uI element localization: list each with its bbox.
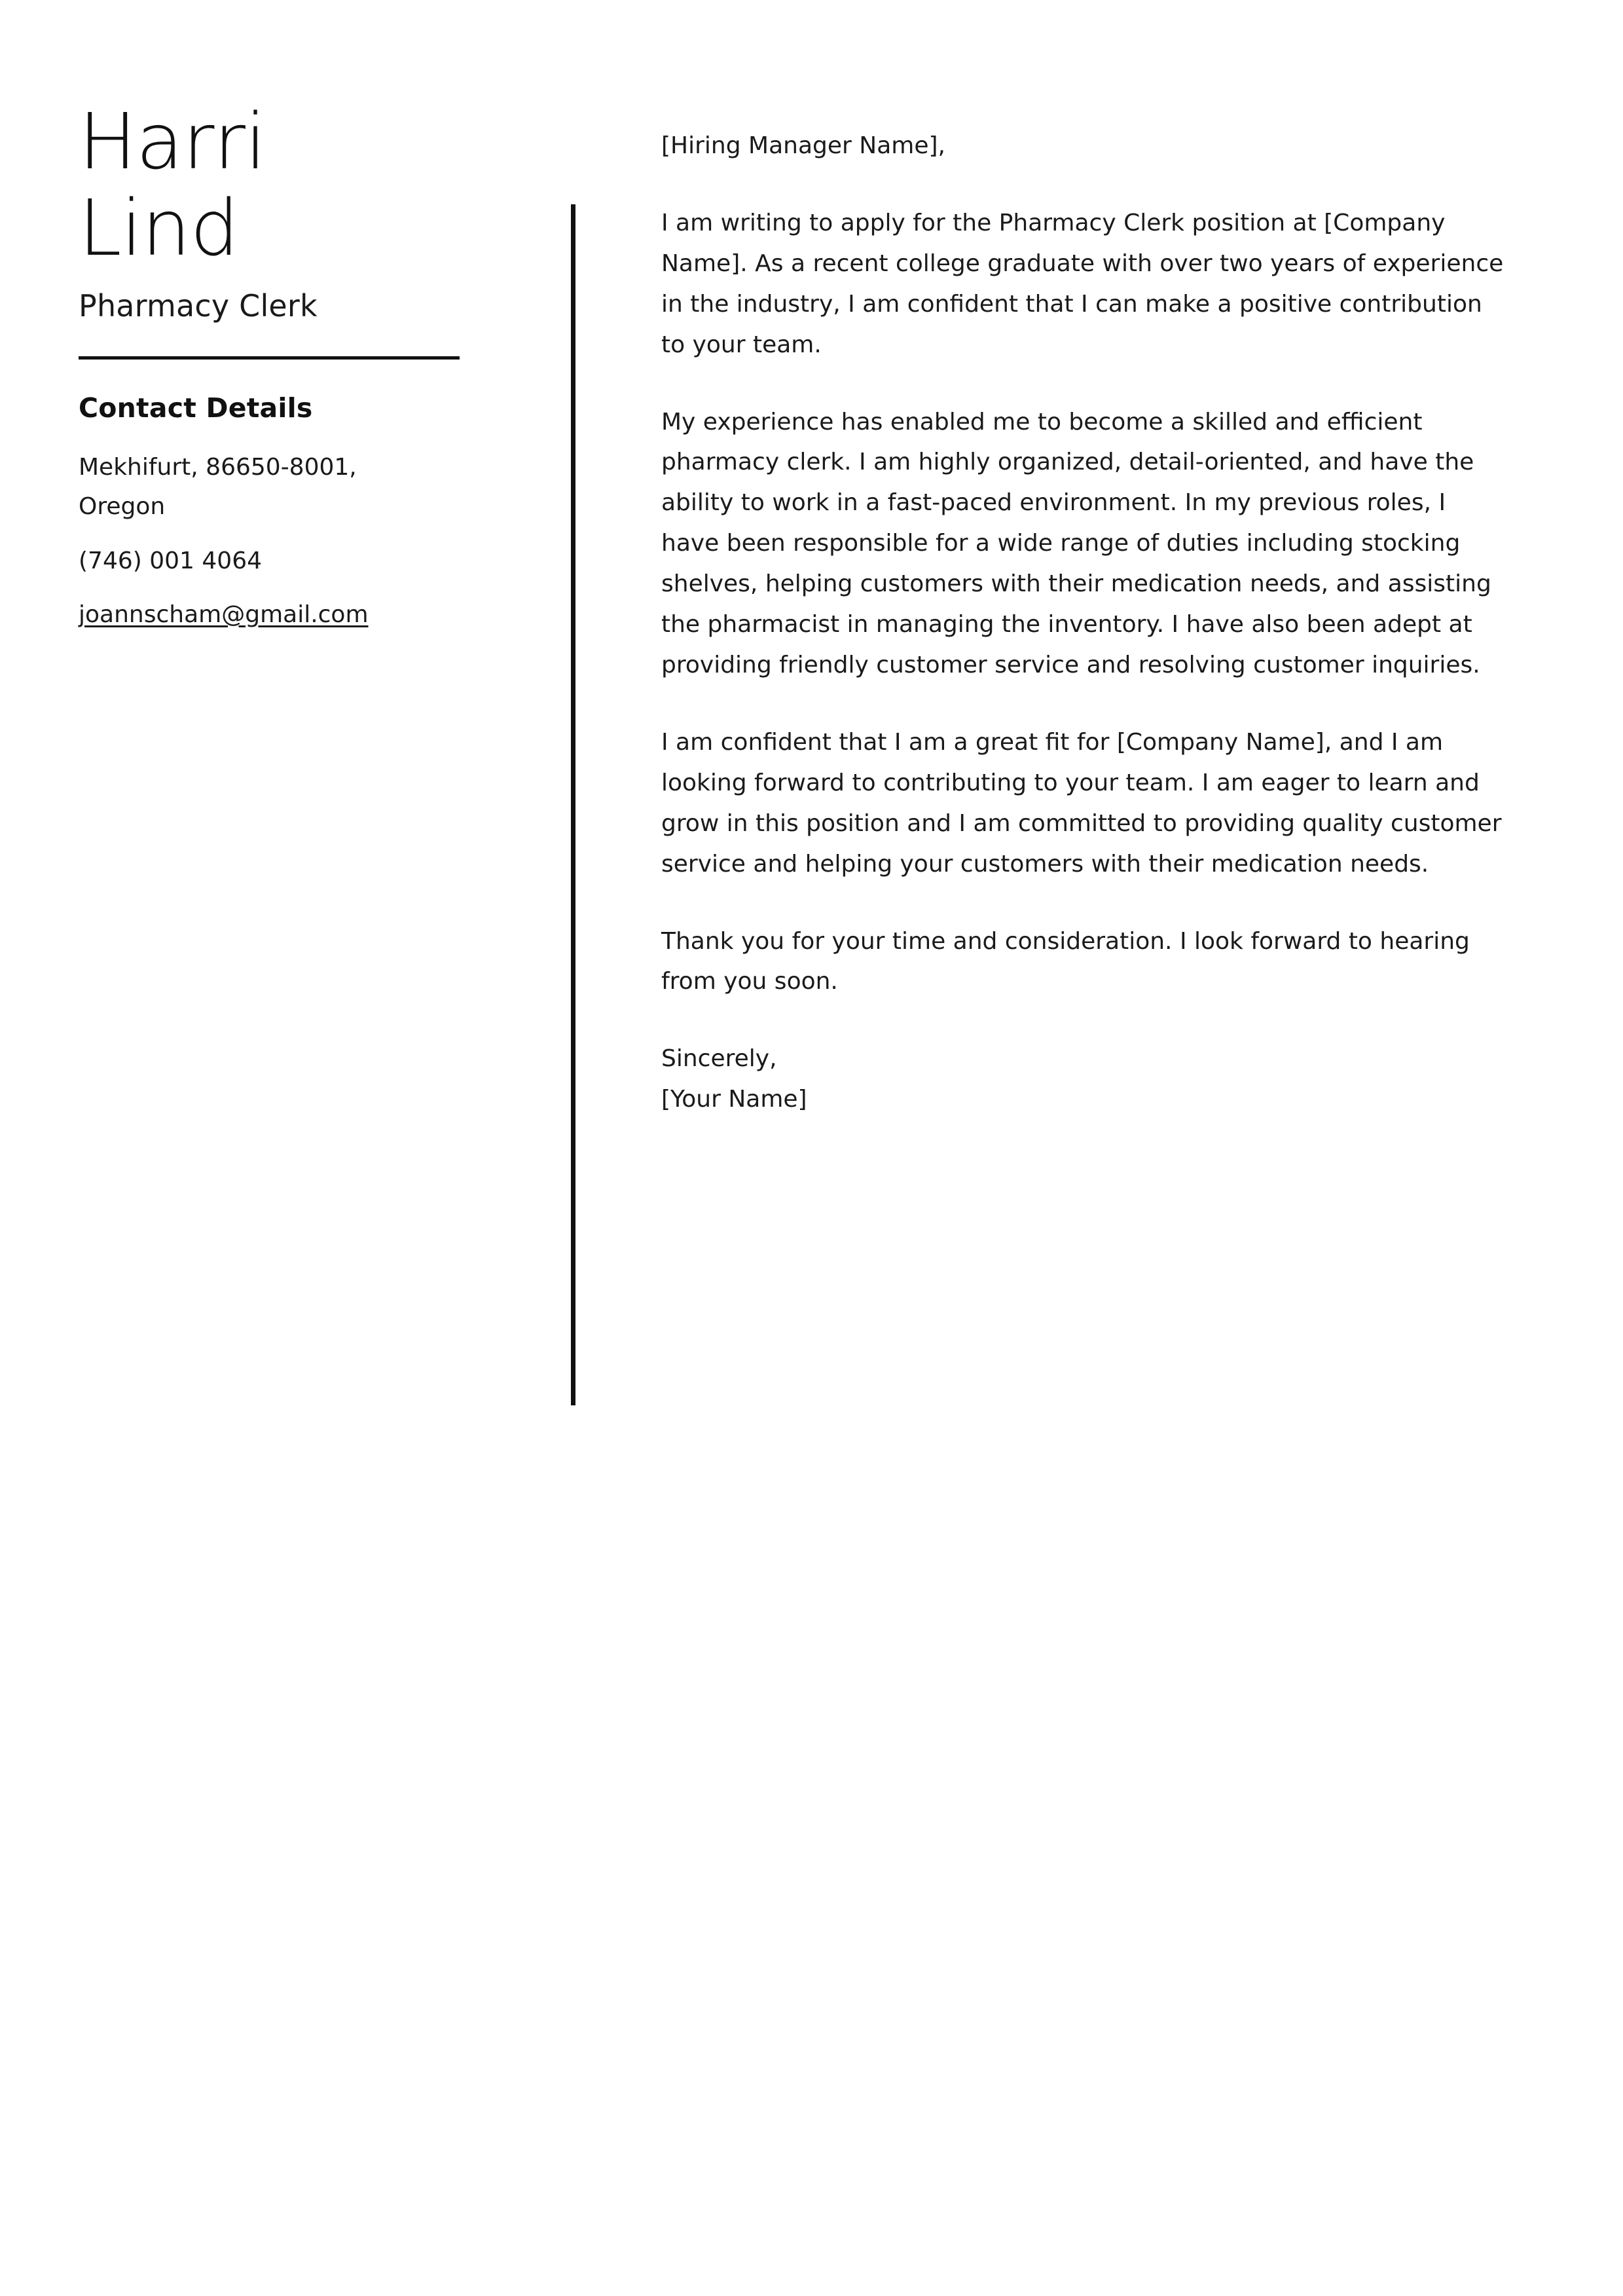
contact-email-row <box>79 595 419 635</box>
contact-phone: (746) 001 4064 <box>79 547 263 574</box>
letter-body <box>661 126 1506 1120</box>
applicant-last-name: Lind <box>79 183 239 274</box>
letter-signature: [Your Name] <box>661 1086 807 1113</box>
contact-address: Mekhifurt, 86650-8001, Oregon <box>79 453 357 521</box>
contact-details-heading: Contact Details <box>79 392 313 424</box>
letter-paragraph-2: My experience has enabled me to become a skilled and efficient pharmacy clerk. I am highly organized, detail-oriented, and have the ability to work in a fast-paced environment. In my previous roles, I have been responsible for a wide range of duties including stocking shelves, helping customers with their medication needs, and assisting the pharmacist in managing the inventory. I have also been adept at providing friendly customer service and resolving customer inquiries. <box>661 408 1491 678</box>
vertical-divider-bar <box>571 204 575 1405</box>
letter-closing: Sincerely, <box>661 1045 777 1073</box>
sidebar <box>79 98 498 635</box>
sidebar-divider-rule <box>79 356 460 360</box>
contact-details-list <box>79 448 498 635</box>
applicant-name <box>79 96 498 274</box>
contact-email-link[interactable]: joannscham@gmail.com <box>79 601 369 629</box>
letter-salutation: [Hiring Manager Name], <box>661 132 945 159</box>
letter-signoff <box>661 1039 1506 1120</box>
letter-paragraph-3: I am confident that I am a great fit for [Company Name], and I am looking forward to contributing to your team. I am eager to learn and grow in this position and I am committed to providing quality customer service and helping your customers with their medication needs. <box>661 728 1502 878</box>
letter-paragraph-4: Thank you for your time and consideration. I look forward to hearing from you soon. <box>661 927 1470 995</box>
applicant-job-title: Pharmacy Clerk <box>79 288 318 324</box>
letter-paragraph-1: I am writing to apply for the Pharmacy Clerk position at [Company Name]. As a recent college graduate with over two years of experience in the industry, I am confident that I can make a positive contribution to your team. <box>661 209 1504 358</box>
applicant-first-name: Harri <box>79 96 266 187</box>
